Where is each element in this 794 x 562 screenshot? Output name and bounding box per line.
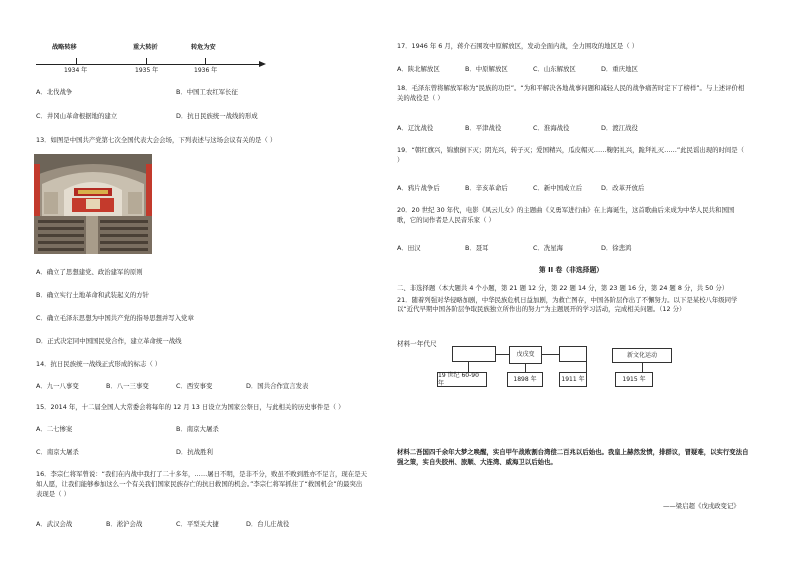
flow-box-top xyxy=(452,346,496,362)
q15-option-c: C．南京大屠杀 xyxy=(36,448,79,456)
q16-option-c: C．平型关大捷 xyxy=(176,520,219,528)
q12-option-a: A．北伐战争 xyxy=(36,88,73,96)
q18-option-c: C．淮海战役 xyxy=(533,124,570,132)
right-column xyxy=(397,0,794,562)
q14-option-c: C．西安事变 xyxy=(176,382,213,390)
part2-title: 第 II 卷（非选择题） xyxy=(538,266,604,274)
q13-stem: 13．如图是中国共产党第七次全国代表大会会场，下列表述与这场会议有关的是（ ） xyxy=(36,136,277,144)
q20-option-a: A．田汉 xyxy=(397,244,421,252)
q16-option-b: B．淞沪会战 xyxy=(106,520,143,528)
q20-option-d: D．徐悲鸿 xyxy=(601,244,632,252)
q14-stem: 14．抗日民族统一战线正式形成的标志（ ） xyxy=(36,360,162,368)
q15-option-d: D．抗战胜利 xyxy=(176,448,213,456)
timeline-year: 1936 年 xyxy=(194,67,218,74)
connector xyxy=(525,364,526,372)
connector xyxy=(542,354,559,355)
q13-option-b: B．确立实行土地革命和武装起义的方针 xyxy=(36,291,150,299)
material2-text-body: 材料二吾国四千余年大梦之唤醒，实自甲午战败割台湾偿二百兆以后始也。我皇上赫然发愤，排群议，冒疑难，以实行变法自强之策，实自失胶州、旅顺、大连湾、威海卫以后始也。 xyxy=(397,448,749,466)
timeline-arrow xyxy=(259,61,266,67)
q16-option-a: A．武汉会战 xyxy=(36,520,73,528)
material1-label: 材料一年代尺 xyxy=(397,340,437,348)
q17-option-a: A．陕北解放区 xyxy=(397,65,440,73)
material2-text xyxy=(397,448,749,468)
q20-option-c: C．冼星海 xyxy=(533,244,564,252)
q18-option-a: A．辽沈战役 xyxy=(397,124,434,132)
q12-option-b: B．中国工农红军长征 xyxy=(176,88,238,96)
q16-stem: 16．李宗仁将军曾说：“我们在内战中我打了二十多年，……屠日不明，是非不分，败虽不败到胜亦不足言，现在是天如人愿，让我们能够参加这么一个有关我们国家民族存亡的抗日救国的机会。”李宗仁将军抓住了“救国机会”的最突出表现是（ ） xyxy=(36,470,367,498)
q15-stem: 15．2014 年，十二届全国人大常委会将每年的 12 月 13 日设立为国家公祭日，与此相关的历史事件是（ ） xyxy=(36,403,345,411)
q17-option-c: C．山东解放区 xyxy=(533,65,576,73)
q19-option-b: B．辛亥革命后 xyxy=(465,184,508,192)
q12-option-c: C．井冈山革命根据地的建立 xyxy=(36,112,118,120)
timeline-year: 1935 年 xyxy=(135,67,159,74)
q15-option-b: B．南京大屠杀 xyxy=(176,425,219,433)
timeline-axis xyxy=(36,64,262,65)
timeline-event-label: 重大转折 xyxy=(133,44,158,51)
material2-source: ——梁启超《戊戌政变记》 xyxy=(663,502,740,510)
q13-option-d: D．正式决定同中国国民党合作，建立革命统一战线 xyxy=(36,337,182,345)
timeline-tick xyxy=(146,58,147,64)
part2-intro: 二、非选择题（本大题共 4 个小题，第 21 题 12 分，第 22 题 14 分，第 23 题 16 分，第 24 题 8 分，共 50 分） xyxy=(397,284,729,292)
q21-stem: 21．随着列强对华侵略加剧，中华民族危机日益加剧，为救亡图存，中国各阶层作出了不懈努力。以下是某校八年级同学以“近代早期中国各阶层争取民族独立所作出的努力”为主题展开的学习活动，完成相关问题。（12 分） xyxy=(397,296,738,314)
q16-option-d: D．台儿庄战役 xyxy=(246,520,290,528)
timeline-tick xyxy=(205,58,206,64)
flow-box-top xyxy=(559,346,587,362)
connector xyxy=(496,354,509,355)
q20-stem: 20．20 世纪 30 年代，电影《风云儿女》的主题曲《义勇军进行曲》在上海诞生，这首歌曲后来成为中华人民共和国国歌，它的词作者是人民音乐家（ ） xyxy=(397,206,735,224)
q19-option-c: C．新中国成立后 xyxy=(533,184,583,192)
q17-option-d: D．重庆地区 xyxy=(601,65,638,73)
timeline-event-label: 战略转移 xyxy=(52,44,77,51)
q19-stem: 19．“朝红旗兴，锦旗倒下灭；阴光兴，转子灭；爱国精兴，瓜皮帽灭……鞠躬礼兴，跪拜礼灭……”此民谣出现的时间是（ ） xyxy=(397,146,745,164)
q13-option-c: C．确立毛泽东思想为中国共产党的指导思想并写入党章 xyxy=(36,314,194,322)
q15-option-a: A．二七惨案 xyxy=(36,425,73,433)
q20-option-b: B．聂耳 xyxy=(465,244,489,252)
flow-box-top: 新文化运动 xyxy=(612,348,672,363)
q18-option-b: B．平津战役 xyxy=(465,124,502,132)
timeline-event-label: 转危为安 xyxy=(191,44,216,51)
connector xyxy=(642,363,643,372)
q19-option-d: D．改革开放后 xyxy=(601,184,645,192)
flow-box-bottom: 1898 年 xyxy=(507,372,543,387)
q12-option-d: D．抗日民族统一战线的形成 xyxy=(176,112,258,120)
flow-box-bottom: 1915 年 xyxy=(615,372,653,387)
flow-box-bottom: 19 世纪 60-90 年 xyxy=(437,372,487,387)
timeline-tick xyxy=(76,58,77,64)
q14-option-a: A．九一八事变 xyxy=(36,382,79,390)
q18-option-d: D．渡江战役 xyxy=(601,124,638,132)
q14-option-d: D．国共合作宣言发表 xyxy=(246,382,309,390)
q14-option-b: B．八一三事变 xyxy=(106,382,149,390)
timeline-year: 1934 年 xyxy=(64,67,88,74)
congress-hall-photo xyxy=(34,154,152,254)
q13-option-a: A．确立了思想建党、政治建军的原则 xyxy=(36,268,143,276)
q17-stem: 17．1946 年 6 月，蒋介石围攻中原解放区，发动全面内战，全力围攻的地区是（ ） xyxy=(397,42,639,50)
q18-stem: 18．毛泽东曾将解放军称为“民族的功臣”。“为和平解决各地战事问题和减轻人民的战争痛苦时定下了榜样”。与上述评价相关的战役是（ ） xyxy=(397,84,745,102)
flow-box-top: 戊戌变 xyxy=(509,346,542,364)
q19-option-a: A．鸦片战争后 xyxy=(397,184,440,192)
flow-box-bottom: 1911 年 xyxy=(559,372,587,387)
q17-option-b: B．中原解放区 xyxy=(465,65,508,73)
